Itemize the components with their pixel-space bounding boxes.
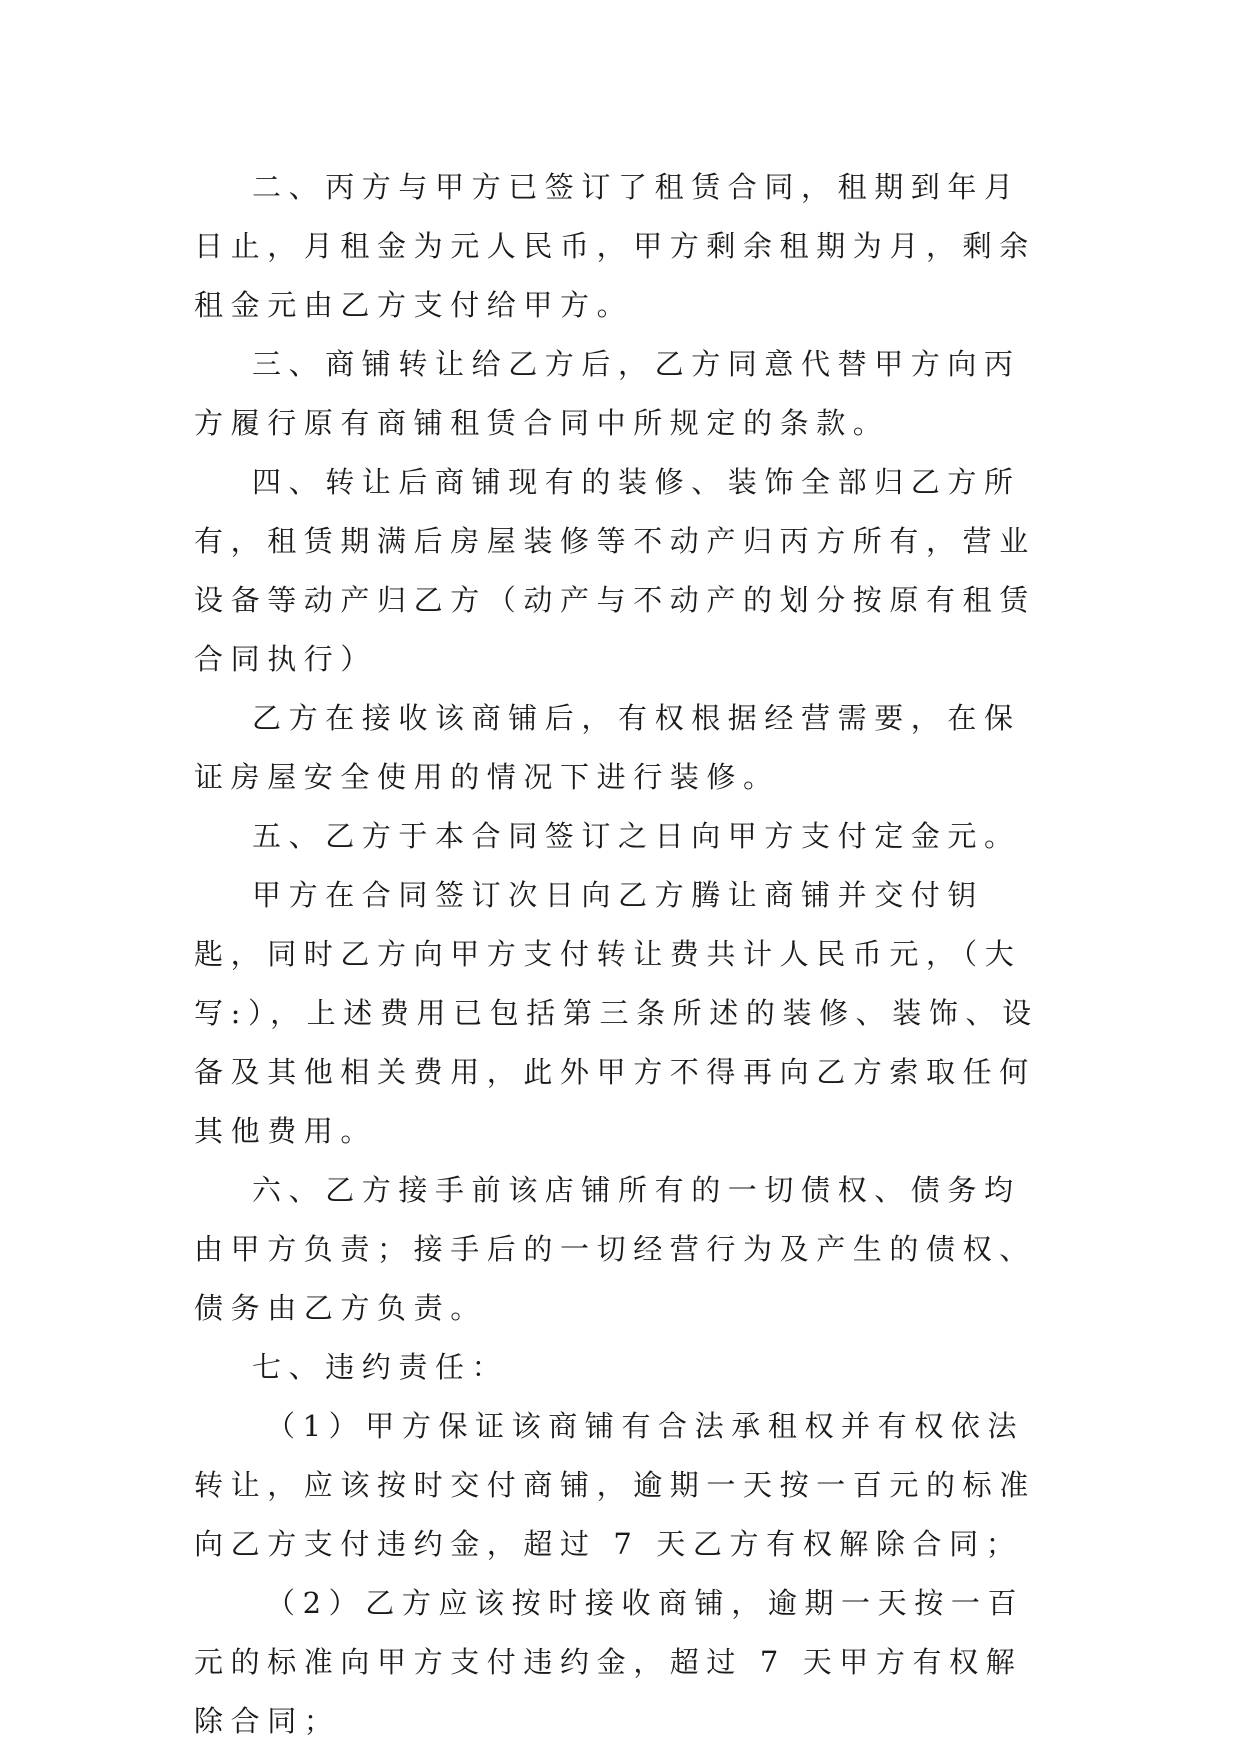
document-body xyxy=(194,158,1052,1751)
clause-7-heading: 七、违约责任： xyxy=(252,1350,509,1384)
breach-item-1-paragraph: （1）甲方保证该商铺有合法承租权并有权依法转让，应该按时交付商铺，逾期一天按一百元的标准向乙方支付违约金，超过 7 天乙方有权解除合同； xyxy=(194,1409,1036,1561)
handover-fee-paragraph: 甲方在合同签订次日向乙方腾让商铺并交付钥匙，同时乙方向甲方支付转让费共计人民币元，（大写:），上述费用已包括第三条所述的装修、装饰、设备及其他相关费用，此外甲方不得再向乙方索取任何其他费用。 xyxy=(194,878,1039,1148)
clause-2-rent-paragraph: 二、丙方与甲方已签订了租赁合同，租期到年月日止，月租金为元人民币，甲方剩余租期为月，剩余租金元由乙方支付给甲方。 xyxy=(194,170,1036,322)
clause-3-assignment-paragraph: 三、商铺转让给乙方后，乙方同意代替甲方向丙方履行原有商铺租赁合同中所规定的条款。 xyxy=(194,347,1021,440)
clause-6-debts-paragraph: 六、乙方接手前该店铺所有的一切债权、债务均由甲方负责；接手后的一切经营行为及产生的债权、债务由乙方负责。 xyxy=(194,1173,1036,1325)
breach-item-2-paragraph: （2）乙方应该按时接收商铺，逾期一天按一百元的标准向甲方支付违约金，超过 7 天甲方有权解除合同； xyxy=(194,1586,1025,1738)
clause-5-deposit-paragraph: 五、乙方于本合同签订之日向甲方支付定金元。 xyxy=(252,819,1021,853)
renovation-rights-paragraph: 乙方在接收该商铺后，有权根据经营需要，在保证房屋安全使用的情况下进行装修。 xyxy=(194,701,1021,794)
clause-4-decoration-paragraph: 四、转让后商铺现有的装修、装饰全部归乙方所有，租赁期满后房屋装修等不动产归丙方所有，营业设备等动产归乙方（动产与不动产的划分按原有租赁合同执行） xyxy=(194,465,1036,676)
